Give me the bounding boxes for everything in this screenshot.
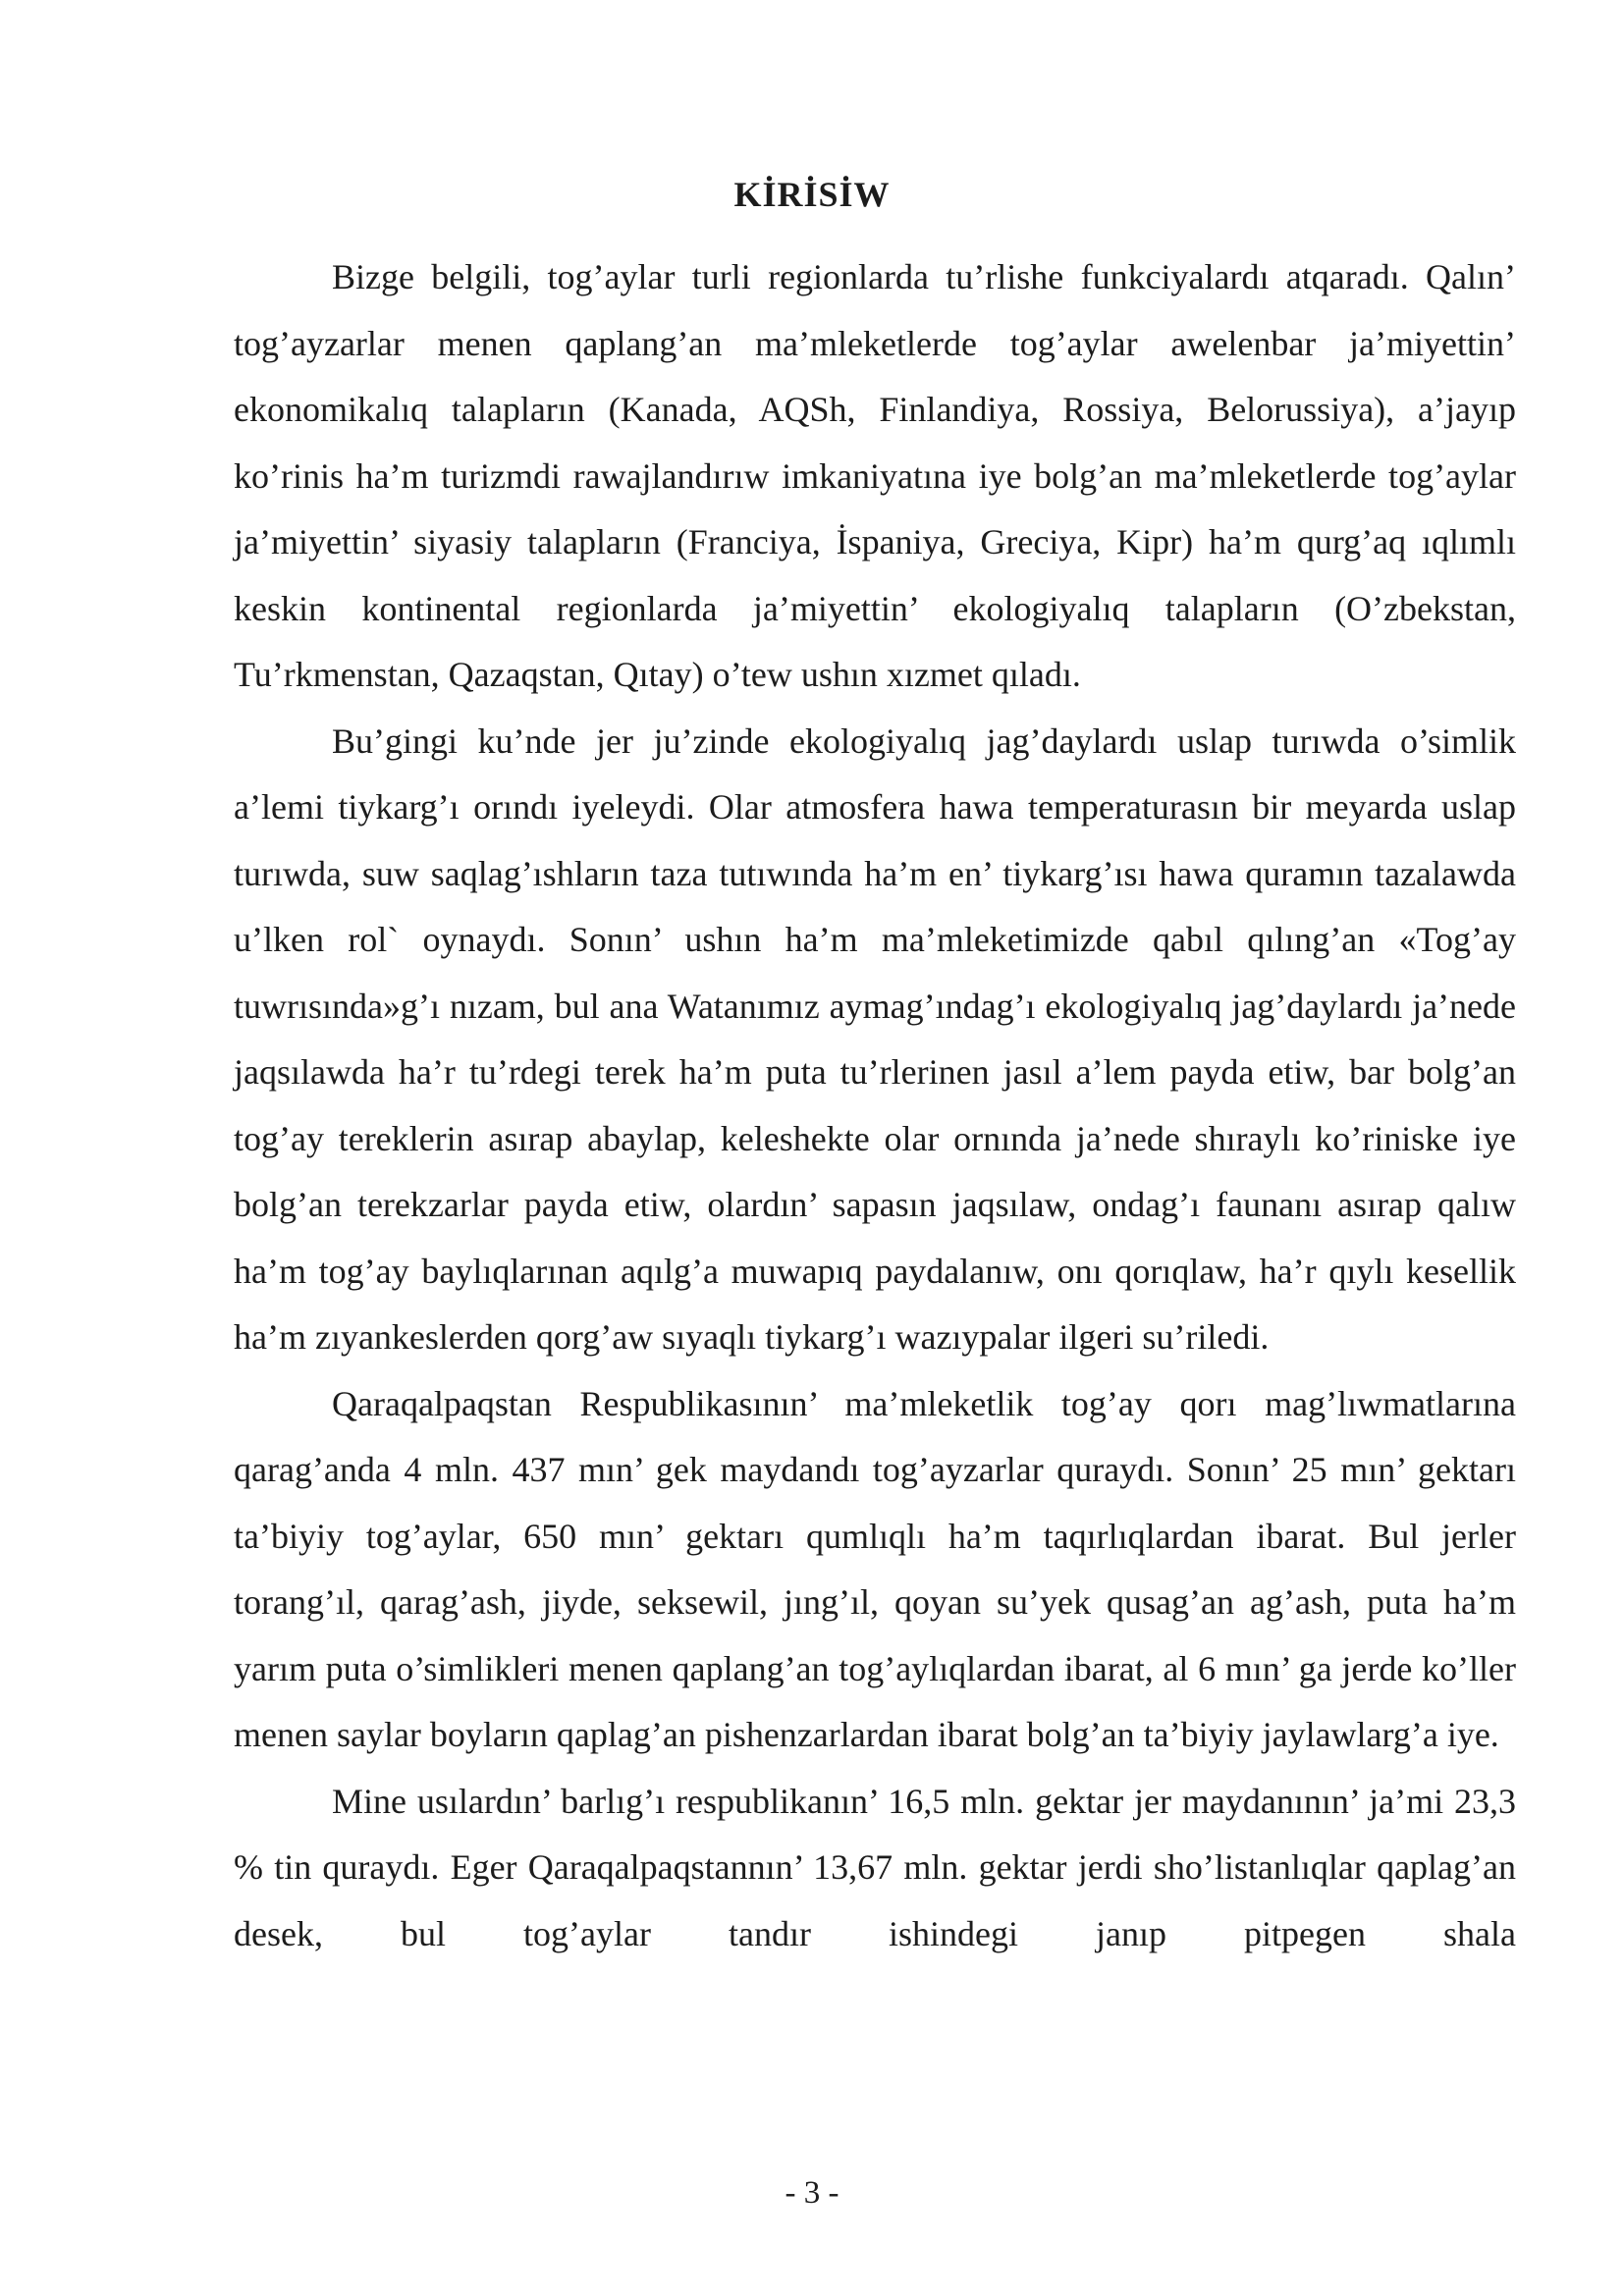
paragraph-2: Bu’gingi ku’nde jer ju’zinde ekologiyalıq jag’daylardı uslap turıwda o’simlik a’lemi tiykarg’ı orındı iyeleydi. Olar atmosfera hawa temperaturasın bir meyarda uslap turıwda, suw saqlag’ıshların taza tutıwında ha’m en’ tiykarg’ısı hawa quramın tazalawda u’lken rol` oynaydı. Sonın’ ushın ha’m ma’mleketimizde qabıl qılıng’an «Tog’ay tuwrısında»g’ı nızam, bul ana Watanımız aymag’ındag’ı ekologiyalıq jag’daylardı ja’nede jaqsılawda ha’r tu’rdegi terek ha’m puta tu’rlerinen jasıl a’lem payda etiw, bar bolg’an tog’ay tereklerin asırap abaylap, keleshekte olar ornında ja’nede shıraylı ko’riniske iye bolg’an terekzarlar payda etiw, olardın’ sapasın jaqsılaw, ondag’ı faunanı asırap qalıw ha’m tog’ay baylıqlarınan aqılg’a muwapıq paydalanıw, onı qorıqlaw, ha’r qıylı kesellik ha’m zıyankeslerden qorg’aw sıyaqlı tiykarg’ı wazıypalar ilgeri su’riledi. xyxy=(234,721,1516,1357)
paragraph-3: Qaraqalpaqstan Respublikasının’ ma’mleketlik tog’ay qorı mag’lıwmatlarına qarag’anda 4 mln. 437 mın’ gek maydandı tog’ayzarlar quraydı. Sonın’ 25 mın’ gektarı ta’biyiy tog’aylar, 650 mın’ gektarı qumlıqlı ha’m taqırlıqlardan ibarat. Bul jerler torang’ıl, qarag’ash, jiyde, seksewil, jıng’ıl, qoyan su’yek qusag’an ag’ash, puta ha’m yarım puta o’simlikleri menen qaplang’an tog’aylıqlardan ibarat, al 6 mın’ ga jerde ko’ller menen saylar boyların qaplag’an pishenzarlardan ibarat bolg’an ta’biyiy jaylawlarg’a iye. xyxy=(234,1383,1516,1754)
page-title: KİRİSİW xyxy=(733,175,891,214)
paragraph-1: Bizge belgili, tog’aylar turli regionlarda tu’rlishe funkciyalardı atqaradı. Qalın’ tog’ayzarlar menen qaplang’an ma’mleketlerde tog’aylar awelenbar ja’miyettin’ ekonomikalıq talapların (Kanada, AQSh, Finlandiya, Rossiya, Belorussiya), a’jayıp ko’rinis ha’m turizmdi rawajlandırıw imkaniyatına iye bolg’an ma’mleketlerde tog’aylar ja’miyettin’ siyasiy talapların (Franciya, İspaniya, Greciya, Kipr) ha’m qurg’aq ıqlımlı keskin kontinental regionlarda ja’miyettin’ ekologiyalıq talapların (O’zbekstan, Tu’rkmenstan, Qazaqstan, Qıtay) o’tew ushın xızmet qıladı. xyxy=(234,257,1516,694)
page-number: - 3 - xyxy=(785,2175,839,2211)
body-text xyxy=(234,244,1516,1967)
paragraph-4: Mine usılardın’ barlıg’ı respublikanın’ 16,5 mln. gektar jer maydanının’ ja’mi 23,3 % tin quraydı. Eger Qaraqalpaqstannın’ 13,67 mln. gektar jerdi sho’listanlıqlar qaplag’an desek, bul tog’aylar tandır ishindegi janıp pitpegen shala xyxy=(234,1781,1516,1953)
